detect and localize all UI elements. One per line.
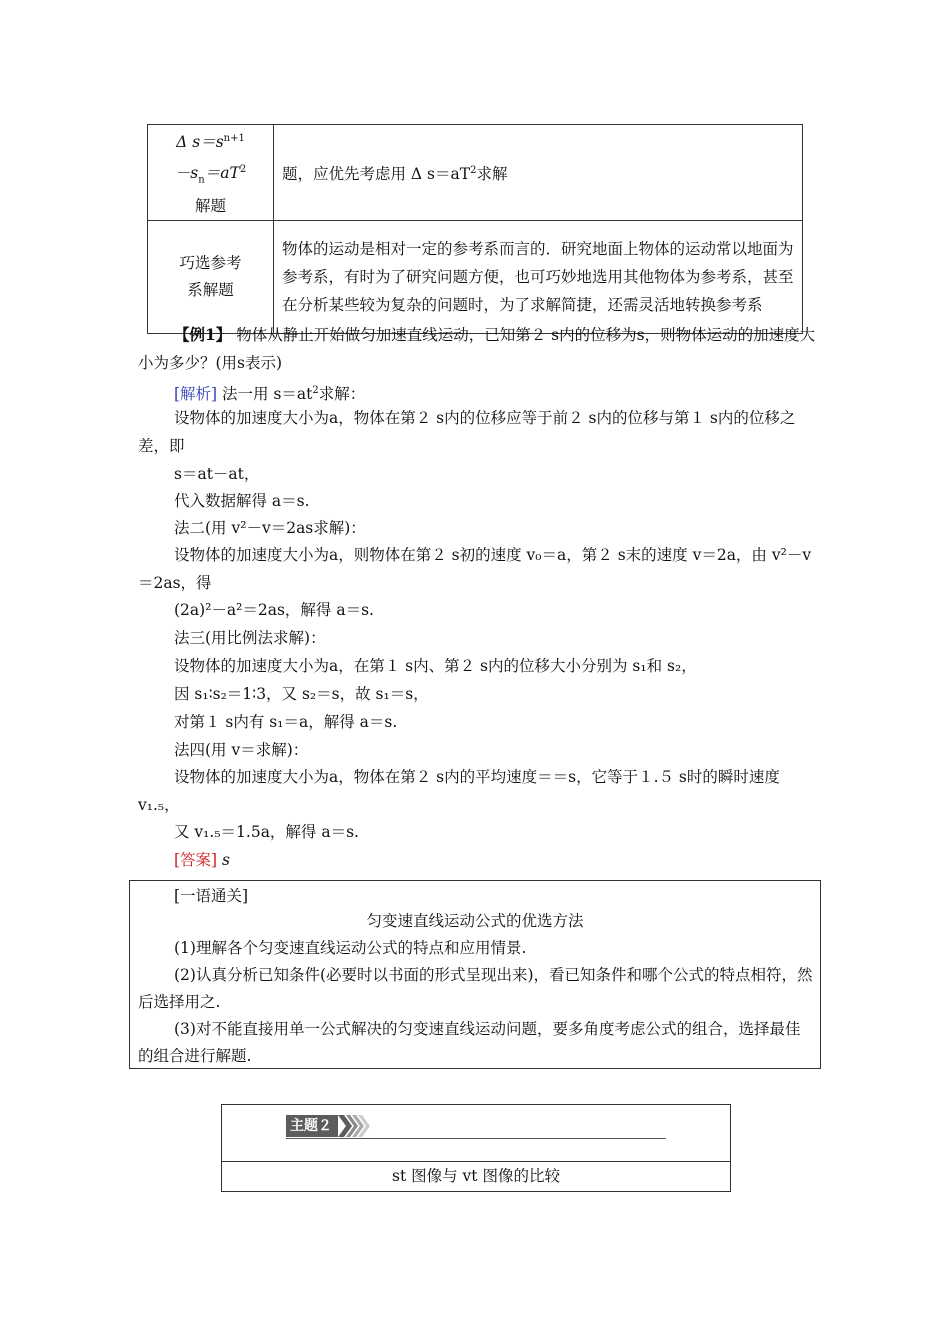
- topic-banner: [286, 1115, 666, 1139]
- table-row: [148, 125, 803, 221]
- formula-superscript: 2: [239, 164, 247, 176]
- formula-subscript: n: [198, 174, 205, 186]
- summary-list: [138, 935, 814, 1070]
- summary-tag: [一语通关]: [174, 887, 249, 905]
- solution-line: s＝at－at，: [174, 465, 260, 483]
- summary-title: 匀变速直线运动公式的优选方法: [366, 912, 584, 930]
- solution-line: 设物体的加速度大小为a，则物体在第２ s初的速度 v₀＝a，第２ s末的速度 v＝2a，由 v²－v＝2as，得: [138, 546, 812, 592]
- method-desc-cell: [274, 221, 803, 334]
- topic-banner-label: 主题２: [286, 1115, 338, 1137]
- banner-stripes-icon: [338, 1115, 378, 1137]
- solution-line: 设物体的加速度大小为a，物体在第２ s内的位移应等于前２ s内的位移与第１ s内的位移之差，即: [138, 409, 796, 455]
- method-name: 系解题: [187, 281, 234, 300]
- method-heading: 法三(用比例法求解)：: [174, 629, 326, 647]
- solution-line: 设物体的加速度大小为a，在第１ s内、第２ s内的位移大小分别为 s₁和 s₂，: [174, 657, 697, 675]
- method-heading: 法一用 s＝at: [222, 385, 313, 404]
- method-heading: 法二(用 v²－v＝2as求解)：: [174, 519, 366, 537]
- solution-line: 代入数据解得 a＝s.: [174, 492, 310, 510]
- method-name: [152, 125, 269, 220]
- method-table: [147, 124, 803, 334]
- formula-superscript: 2: [470, 165, 477, 177]
- example-question-text: 物体从静止开始做匀加速直线运动，已知第２ s内的位移为s，则物体运动的加速度大小为多少？(用s表示): [138, 326, 816, 372]
- table-row: [148, 221, 803, 334]
- formula-text: ＝aT: [204, 164, 240, 183]
- list-item: (3)对不能直接用单一公式解决的匀变速直线运动问题，要多角度考虑公式的组合，选择最佳的组合进行解题.: [138, 1020, 801, 1065]
- topic-title: st 图像与 vt 图像的比较: [392, 1167, 560, 1185]
- formula-text: Δ s＝s: [176, 133, 224, 152]
- method-desc: 题，应优先考虑用 Δ s＝aT: [282, 165, 471, 184]
- method-desc: 物体的运动是相对一定的参考系而言的．研究地面上物体的运动常以地面为参考系，有时为了研究问题方便，也可巧妙地选用其他物体为参考系，甚至在分析某些较为复杂的问题时，为了求解简捷，还需灵活地转换参考系: [282, 240, 794, 315]
- solution-line: (2a)²－a²＝2as，解得 a＝s.: [174, 601, 374, 619]
- solution-line: 对第１ s内有 s₁＝a，解得 a＝s.: [174, 713, 398, 731]
- formula-superscript: 2: [312, 385, 319, 396]
- example-question: [138, 321, 818, 377]
- method-desc: 求解: [476, 165, 508, 184]
- answer-line: [138, 846, 818, 874]
- answer-tag: [答案]: [174, 851, 218, 869]
- method-desc-cell: [274, 125, 803, 221]
- solution-line: 因 s₁∶s₂＝1∶3，又 s₂＝s，故 s₁＝s，: [174, 685, 429, 703]
- summary-box: [129, 880, 821, 1069]
- solution-line: 设物体的加速度大小为a，物体在第２ s内的平均速度＝＝s，它等于１.５ s时的瞬时速度 v₁.₅，: [138, 768, 780, 814]
- answer-value: s: [222, 851, 231, 869]
- method-name-cell: [148, 221, 274, 334]
- analysis-tag: [解析]: [174, 385, 218, 404]
- list-item: (2)认真分析已知条件(必要时以书面的形式呈现出来)，看已知条件和哪个公式的特点相符，然后选择用之.: [138, 966, 813, 1011]
- method-name: 巧选参考: [179, 254, 242, 273]
- list-item: (1)理解各个匀变速直线运动公式的特点和应用情景.: [174, 939, 527, 957]
- method-name-cell: [148, 125, 274, 221]
- method-name-label: 解题: [194, 197, 226, 216]
- example-tag: 【例1】: [174, 325, 232, 344]
- method-heading: 法四(用 v＝求解)：: [174, 741, 309, 759]
- method-heading: 求解：: [318, 385, 366, 404]
- solution-line: 又 v₁.₅＝1.5a，解得 a＝s.: [174, 823, 359, 841]
- formula-text: －s: [174, 164, 199, 183]
- formula-subscript: n+1: [223, 133, 245, 144]
- topic-box: [221, 1104, 731, 1192]
- banner-rule: [286, 1138, 666, 1139]
